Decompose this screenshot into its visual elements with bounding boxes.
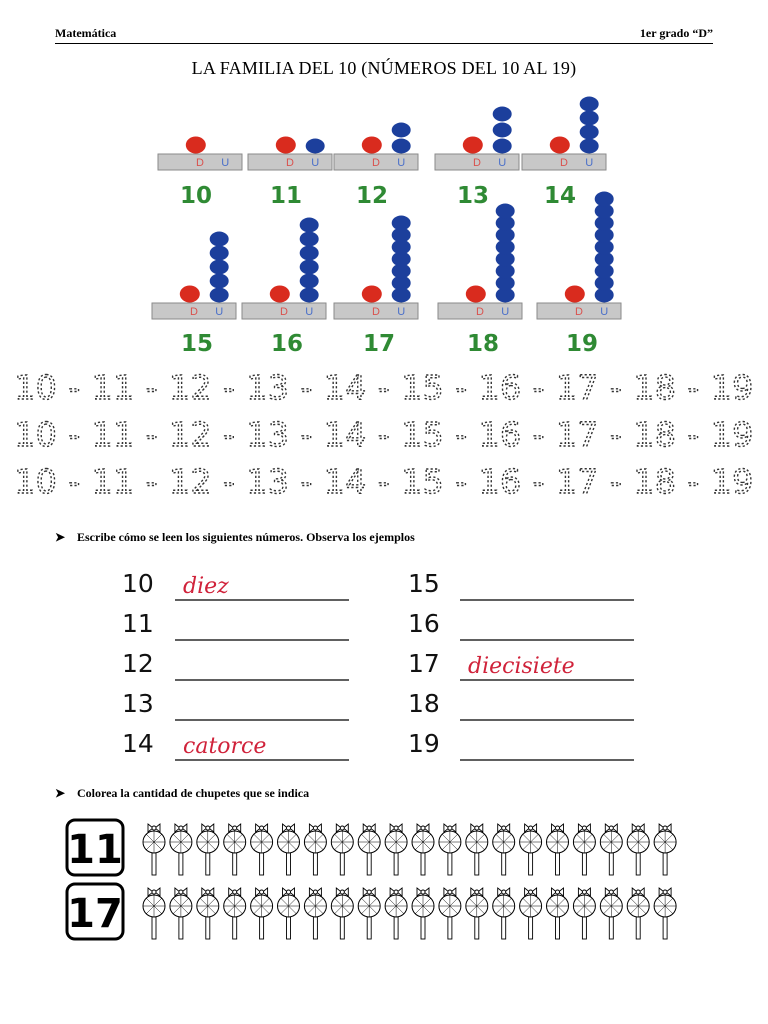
lollipop-swirl [493, 831, 515, 853]
units-label: U [221, 157, 230, 169]
lollipop-swirl [439, 831, 461, 853]
number-box-label: 11 [67, 827, 123, 873]
lollipop-icon [358, 824, 380, 875]
lollipop-swirl [600, 895, 622, 917]
tens-label: D [575, 306, 583, 318]
lollipop-swirl [547, 895, 569, 917]
lollipop-stick [421, 917, 425, 939]
lollipop-stick [556, 853, 560, 875]
reading-number: 18 [408, 689, 440, 718]
lollipop-icon [412, 824, 434, 875]
lollipop-knot [206, 890, 210, 894]
reading-number: 16 [408, 609, 440, 638]
lollipop-row-11 [67, 820, 676, 875]
abacus-number-label: 11 [269, 183, 303, 209]
lollipop-knot [233, 826, 237, 830]
units-label: U [215, 306, 224, 318]
lollipop-swirl [385, 831, 407, 853]
lollipop-icon [251, 888, 273, 939]
units-label: U [397, 306, 406, 318]
lollipop-stick [663, 917, 667, 939]
lollipop-stick [367, 853, 371, 875]
lollipop-icon [654, 888, 676, 939]
lollipop-swirl [331, 895, 353, 917]
lollipop-stick [233, 853, 237, 875]
reading-number: 12 [122, 649, 154, 678]
lollipop-stick [502, 917, 506, 939]
lollipop-knot [529, 890, 533, 894]
lollipop-knot [152, 826, 156, 830]
units-label: U [397, 157, 406, 169]
lollipop-icon [170, 824, 192, 875]
lollipop-icon [654, 824, 676, 875]
lollipop-icon [170, 888, 192, 939]
lollipop-swirl [412, 831, 434, 853]
lollipop-knot [394, 826, 398, 830]
lollipop-swirl [251, 895, 273, 917]
lollipop-swirl [654, 895, 676, 917]
lollipop-stick [529, 853, 533, 875]
lollipop-stick [556, 917, 560, 939]
lollipop-knot [636, 826, 640, 830]
lollipop-stick [609, 853, 613, 875]
lollipop-icon [627, 888, 649, 939]
lollipop-knot [179, 890, 183, 894]
tens-label: D [560, 157, 568, 169]
tens-label: D [372, 306, 380, 318]
lollipop-icon [224, 888, 246, 939]
lollipop-swirl [224, 895, 246, 917]
lollipop-stick [179, 853, 183, 875]
lollipop-knot [475, 890, 479, 894]
abacus-number-label: 19 [565, 331, 599, 357]
lollipop-knot [448, 890, 452, 894]
lollipop-knot [609, 890, 613, 894]
lollipop-icon [197, 888, 219, 939]
units-label: U [501, 306, 510, 318]
lollipop-stick [421, 853, 425, 875]
grade-label: 1er grado “D” [639, 26, 713, 40]
lollipop-knot [340, 890, 344, 894]
lollipop-stick [313, 917, 317, 939]
lollipop-stick [367, 917, 371, 939]
tens-label: D [476, 306, 484, 318]
lollipop-knot [663, 826, 667, 830]
lollipop-stick [152, 917, 156, 939]
lollipop-stick [233, 917, 237, 939]
lollipop-stick [502, 853, 506, 875]
abacus-number-label: 16 [270, 331, 304, 357]
lollipop-swirl [304, 831, 326, 853]
abacus-number-label: 10 [179, 183, 213, 209]
lollipop-stick [206, 917, 210, 939]
trace-row-1: 10 - 11 - 12 - 13 - 14 - 15 - 16 - 17 - 18 - 19 [14, 368, 754, 407]
units-label: U [305, 306, 314, 318]
lollipop-knot [475, 826, 479, 830]
lollipop-swirl [520, 895, 542, 917]
lollipop-stick [475, 853, 479, 875]
reading-number: 14 [122, 729, 154, 758]
lollipop-icon [466, 888, 488, 939]
lollipop-icon [493, 888, 515, 939]
lollipop-icon [197, 824, 219, 875]
lollipop-swirl [278, 895, 300, 917]
lollipop-stick [582, 917, 586, 939]
lollipop-icon [466, 824, 488, 875]
reading-number: 13 [122, 689, 154, 718]
lollipop-stick [287, 853, 291, 875]
lollipop-icon [143, 824, 165, 875]
page-title: LA FAMILIA DEL 10 (NÚMEROS DEL 10 AL 19) [191, 58, 577, 78]
lollipop-stick [663, 853, 667, 875]
lollipop-knot [556, 826, 560, 830]
reading-number: 15 [408, 569, 440, 598]
subject-label: Matemática [55, 26, 117, 40]
abacus-number-label: 14 [543, 183, 577, 209]
lollipop-swirl [170, 831, 192, 853]
lollipop-swirl [358, 895, 380, 917]
lollipop-knot [663, 890, 667, 894]
lollipop-icon [251, 824, 273, 875]
lollipop-stick [582, 853, 586, 875]
lollipop-knot [582, 826, 586, 830]
lollipop-knot [340, 826, 344, 830]
tens-label: D [280, 306, 288, 318]
lollipop-swirl [170, 895, 192, 917]
lollipop-swirl [520, 831, 542, 853]
lollipop-icon [385, 888, 407, 939]
lollipop-row-17 [67, 884, 676, 939]
lollipop-swirl [251, 831, 273, 853]
lollipop-icon [520, 824, 542, 875]
lollipop-icon [304, 824, 326, 875]
lollipop-icon [358, 888, 380, 939]
lollipop-icon [573, 824, 595, 875]
lollipop-stick [260, 917, 264, 939]
reading-number: 17 [408, 649, 440, 678]
lollipop-swirl [627, 895, 649, 917]
lollipop-swirl [385, 895, 407, 917]
lollipop-swirl [278, 831, 300, 853]
lollipop-swirl [654, 831, 676, 853]
lollipop-swirl [331, 831, 353, 853]
units-label: U [498, 157, 507, 169]
lollipop-knot [556, 890, 560, 894]
lollipop-swirl [573, 831, 595, 853]
lollipop-icon [224, 824, 246, 875]
lollipop-stick [448, 853, 452, 875]
units-label: U [311, 157, 320, 169]
units-label: U [600, 306, 609, 318]
lollipop-knot [287, 826, 291, 830]
trace-row-2: 10 - 11 - 12 - 13 - 14 - 15 - 16 - 17 - 18 - 19 [14, 415, 754, 454]
lollipop-stick [448, 917, 452, 939]
arrowhead-icon: ➤ [55, 786, 66, 800]
lollipop-icon [331, 888, 353, 939]
abacus-number-label: 12 [355, 183, 389, 209]
lollipop-icon [304, 888, 326, 939]
reading-number: 11 [122, 609, 154, 638]
lollipop-swirl [439, 895, 461, 917]
lollipop-swirl [627, 831, 649, 853]
number-box-label: 17 [67, 891, 123, 937]
abacus-number-label: 18 [466, 331, 500, 357]
lollipop-swirl [600, 831, 622, 853]
lollipop-knot [421, 826, 425, 830]
lollipop-icon [278, 888, 300, 939]
lollipop-stick [179, 917, 183, 939]
lollipop-icon [547, 888, 569, 939]
answer-text: diez [183, 574, 229, 599]
lollipop-swirl [466, 831, 488, 853]
lollipop-stick [287, 917, 291, 939]
lollipop-stick [394, 853, 398, 875]
lollipop-stick [529, 917, 533, 939]
lollipop-icon [600, 824, 622, 875]
reading-number: 10 [122, 569, 154, 598]
tens-label: D [196, 157, 204, 169]
lollipop-icon [439, 888, 461, 939]
lollipop-knot [313, 826, 317, 830]
lollipop-stick [260, 853, 264, 875]
tens-label: D [473, 157, 481, 169]
lollipop-stick [636, 853, 640, 875]
lollipop-knot [152, 890, 156, 894]
lollipop-icon [547, 824, 569, 875]
lollipop-stick [340, 853, 344, 875]
abacus-number-label: 13 [456, 183, 490, 209]
lollipop-swirl [466, 895, 488, 917]
abacus-number-label: 17 [362, 331, 396, 357]
lollipop-swirl [197, 895, 219, 917]
lollipop-icon [143, 888, 165, 939]
lollipop-knot [206, 826, 210, 830]
lollipop-icon [627, 824, 649, 875]
lollipop-stick [340, 917, 344, 939]
lollipop-icon [573, 888, 595, 939]
exercise1-instruction-text: Escribe cómo se leen los siguientes números. Observa los ejemplos [77, 530, 415, 544]
units-label: U [585, 157, 594, 169]
lollipop-stick [636, 917, 640, 939]
lollipop-icon [412, 888, 434, 939]
lollipop-swirl [358, 831, 380, 853]
lollipop-swirl [412, 895, 434, 917]
lollipop-knot [636, 890, 640, 894]
lollipop-icon [493, 824, 515, 875]
lollipop-icon [278, 824, 300, 875]
lollipop-knot [448, 826, 452, 830]
lollipop-stick [206, 853, 210, 875]
tens-label: D [286, 157, 294, 169]
trace-row-3: 10 - 11 - 12 - 13 - 14 - 15 - 16 - 17 - 18 - 19 [14, 462, 754, 501]
arrowhead-icon: ➤ [55, 530, 66, 544]
lollipop-swirl [493, 895, 515, 917]
lollipop-knot [502, 890, 506, 894]
tens-label: D [372, 157, 380, 169]
lollipop-knot [313, 890, 317, 894]
lollipop-knot [529, 826, 533, 830]
lollipop-swirl [143, 895, 165, 917]
lollipop-knot [609, 826, 613, 830]
lollipop-icon [439, 824, 461, 875]
answer-text: diecisiete [468, 654, 575, 679]
lollipop-knot [179, 826, 183, 830]
lollipop-knot [502, 826, 506, 830]
lollipop-swirl [547, 831, 569, 853]
lollipop-knot [582, 890, 586, 894]
lollipop-icon [520, 888, 542, 939]
lollipop-knot [233, 890, 237, 894]
lollipop-stick [313, 853, 317, 875]
answer-text: catorce [183, 734, 267, 759]
lollipop-swirl [143, 831, 165, 853]
exercise2-instruction-text: Colorea la cantidad de chupetes que se indica [77, 786, 310, 800]
lollipop-stick [475, 917, 479, 939]
lollipop-knot [260, 826, 264, 830]
lollipop-knot [287, 890, 291, 894]
lollipop-swirl [224, 831, 246, 853]
lollipop-swirl [197, 831, 219, 853]
lollipop-knot [421, 890, 425, 894]
lollipop-stick [394, 917, 398, 939]
reading-number: 19 [408, 729, 440, 758]
lollipop-icon [385, 824, 407, 875]
lollipop-knot [367, 890, 371, 894]
lollipop-knot [260, 890, 264, 894]
lollipop-swirl [304, 895, 326, 917]
lollipop-knot [394, 890, 398, 894]
lollipop-knot [367, 826, 371, 830]
abacus-number-label: 15 [180, 331, 214, 357]
lollipop-icon [600, 888, 622, 939]
lollipop-swirl [573, 895, 595, 917]
lollipop-stick [152, 853, 156, 875]
tens-label: D [190, 306, 198, 318]
lollipop-icon [331, 824, 353, 875]
lollipop-stick [609, 917, 613, 939]
